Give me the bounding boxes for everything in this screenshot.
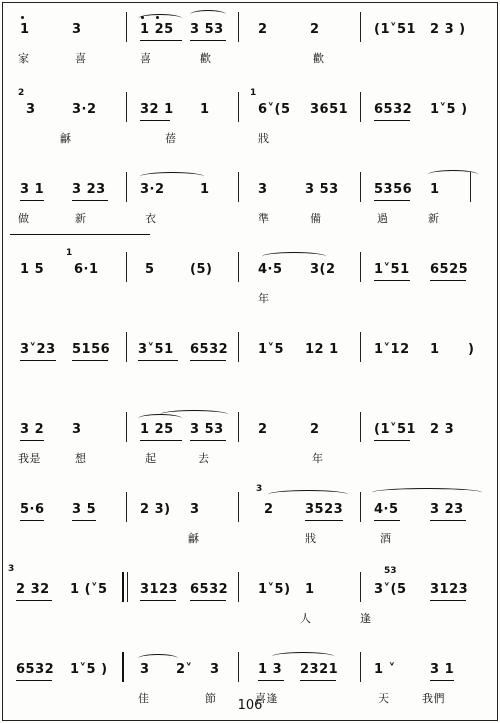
note: 2 — [258, 22, 268, 37]
bar-line — [126, 92, 127, 122]
slur — [140, 172, 204, 181]
lyric: 喜逢 — [255, 692, 278, 705]
bar-line — [360, 12, 361, 42]
bar-line — [238, 572, 239, 602]
underline — [374, 120, 410, 121]
slur — [138, 14, 182, 23]
note: 2 — [310, 422, 320, 437]
underline — [190, 360, 226, 361]
note: 1˅51 — [374, 262, 410, 277]
bar-line — [238, 412, 239, 442]
note: (5) — [190, 262, 213, 277]
bar-line — [238, 252, 239, 282]
lyric: 蓓 — [165, 132, 177, 145]
note: 6532 — [16, 662, 55, 677]
bar-line — [238, 92, 239, 122]
bar-line — [360, 172, 361, 202]
note: 1 — [200, 182, 210, 197]
bar-line — [360, 412, 361, 442]
note: 3 53 — [190, 422, 224, 437]
lyric: 人 — [300, 612, 312, 625]
note: 12 1 — [305, 342, 339, 357]
underline — [430, 280, 466, 281]
score-row — [0, 160, 500, 240]
score-row — [0, 480, 500, 560]
score-row — [0, 320, 500, 400]
note: 3(2 — [310, 262, 336, 277]
note: 5 — [145, 262, 155, 277]
score-row — [0, 240, 500, 320]
score-row — [0, 0, 500, 80]
note: 3˅(5 — [374, 582, 407, 597]
note: 3 53 — [305, 182, 339, 197]
underline — [16, 600, 52, 601]
note: 1˅5 ) — [430, 102, 468, 117]
bar-line — [126, 492, 127, 522]
lyric: 天 — [378, 692, 390, 705]
note: 2321 — [300, 662, 339, 677]
note: 6532 — [190, 582, 229, 597]
note: 3 — [210, 662, 220, 677]
lyric: 佳 — [138, 692, 150, 705]
note: 2 — [264, 502, 274, 517]
bar-line — [127, 572, 128, 602]
underline — [72, 200, 108, 201]
underline — [190, 440, 226, 441]
bar-line — [360, 492, 361, 522]
underline — [430, 680, 454, 681]
underline — [140, 40, 182, 41]
note: 3 1 — [20, 182, 45, 197]
lyric: 戕 — [305, 532, 317, 545]
bar-line — [360, 252, 361, 282]
bar-line — [238, 492, 239, 522]
note: 3 — [258, 182, 268, 197]
note: 3 1 — [430, 662, 455, 677]
underline — [374, 200, 410, 201]
underline — [190, 40, 226, 41]
bar-line — [126, 332, 127, 362]
note: 2 32 — [16, 582, 50, 597]
slur — [272, 652, 334, 661]
note: 3 23 — [72, 182, 106, 197]
lyric: 年 — [312, 452, 324, 465]
note: 4·5 — [374, 502, 399, 517]
note: 3 2 — [20, 422, 45, 437]
bar-line — [126, 172, 127, 202]
tie-line — [10, 234, 150, 235]
slur — [190, 10, 226, 19]
slur — [262, 252, 326, 261]
underline — [374, 280, 410, 281]
note: 32 1 — [140, 102, 174, 117]
note: 4·5 — [258, 262, 283, 277]
lyric: 新 — [428, 212, 440, 225]
lyric: 新 — [75, 212, 87, 225]
note: 1 — [20, 22, 30, 37]
lyric: 喜 — [140, 52, 152, 65]
underline — [258, 680, 284, 681]
lyric: 做 — [18, 212, 30, 225]
underline — [374, 440, 410, 441]
score-row — [0, 560, 500, 640]
lyric: 歡 — [200, 52, 212, 65]
underline — [430, 520, 466, 521]
note: 2 3) — [140, 502, 171, 517]
note: 3 5 — [72, 502, 97, 517]
grace-note: 2 — [18, 88, 25, 98]
grace-note: 3 — [8, 564, 15, 574]
octave-dot — [141, 16, 144, 19]
note: 5356 — [374, 182, 413, 197]
note: 2˅ — [176, 662, 193, 677]
note: ) — [468, 342, 475, 357]
bar-line — [360, 332, 361, 362]
underline — [140, 440, 182, 441]
underline — [430, 600, 466, 601]
note: 1 — [430, 182, 440, 197]
bar-line — [122, 652, 124, 682]
note: 1 25 — [140, 22, 174, 37]
bar-line — [126, 12, 127, 42]
lyric: 備 — [310, 212, 322, 225]
underline — [72, 520, 96, 521]
note: 3 — [72, 422, 82, 437]
note: 3 53 — [190, 22, 224, 37]
underline — [72, 360, 108, 361]
underline — [140, 600, 176, 601]
note: 1 25 — [140, 422, 174, 437]
note: 2 — [258, 422, 268, 437]
note: 3·2 — [72, 102, 97, 117]
bar-line — [360, 652, 361, 682]
grace-note: 3 — [256, 484, 263, 494]
bar-line — [126, 412, 127, 442]
lyric: 逢 — [360, 612, 372, 625]
note: 3523 — [305, 502, 344, 517]
note: (1˅51 — [374, 22, 417, 37]
underline — [20, 360, 56, 361]
bar-line — [360, 572, 361, 602]
lyric: 喜 — [75, 52, 87, 65]
grace-note: 53 — [384, 566, 397, 576]
slur — [428, 170, 478, 179]
grace-note: 1 — [66, 248, 73, 258]
note: 5·6 — [20, 502, 45, 517]
note: 1 5 — [20, 262, 45, 277]
bar-line — [238, 172, 239, 202]
page-number: 106 — [237, 698, 263, 713]
note: 6·1 — [74, 262, 99, 277]
lyric: 衣 — [145, 212, 157, 225]
octave-dot — [21, 16, 24, 19]
underline — [20, 200, 44, 201]
lyric: 家 — [18, 52, 30, 65]
note: 1 ˅ — [374, 662, 396, 677]
score-row — [0, 400, 500, 480]
underline — [20, 440, 44, 441]
bar-line — [126, 252, 127, 282]
lyric: 龢 — [60, 132, 72, 145]
bar-line — [360, 92, 361, 122]
note: (1˅51 — [374, 422, 417, 437]
bar-line — [238, 12, 239, 42]
note: 3123 — [140, 582, 179, 597]
lyric: 想 — [75, 452, 87, 465]
note: 3˅23 — [20, 342, 56, 357]
underline — [190, 600, 226, 601]
underline — [20, 520, 44, 521]
note: 2 3 — [430, 422, 455, 437]
note: 5156 — [72, 342, 111, 357]
note: 3 — [190, 502, 200, 517]
octave-dot — [156, 16, 159, 19]
note: 6˅(5 — [258, 102, 291, 117]
note: 1 3 — [258, 662, 283, 677]
slur — [160, 410, 228, 419]
note: 1 — [430, 342, 440, 357]
lyric: 過 — [377, 212, 389, 225]
lyric: 去 — [198, 452, 210, 465]
score-row — [0, 80, 500, 160]
underline — [138, 360, 178, 361]
note: 1 — [200, 102, 210, 117]
underline — [16, 680, 52, 681]
lyric: 我們 — [422, 692, 445, 705]
note: 1˅5) — [258, 582, 291, 597]
slur — [268, 490, 348, 499]
note: 2 3 ) — [430, 22, 466, 37]
underline — [305, 520, 343, 521]
note: 3·2 — [140, 182, 165, 197]
lyric: 準 — [258, 212, 270, 225]
note: 3 23 — [430, 502, 464, 517]
lyric: 節 — [205, 692, 217, 705]
lyric: 酒 — [380, 532, 392, 545]
underline — [374, 520, 400, 521]
lyric: 龢 — [188, 532, 200, 545]
lyric: 我是 — [18, 452, 41, 465]
note: 3651 — [310, 102, 349, 117]
note: 1 — [305, 582, 315, 597]
note: 1˅5 — [258, 342, 285, 357]
underline — [300, 680, 336, 681]
note: 2 — [310, 22, 320, 37]
underline — [140, 120, 170, 121]
grace-note: 1 — [250, 88, 257, 98]
slur — [138, 654, 178, 663]
note: 6525 — [430, 262, 469, 277]
note: 1˅12 — [374, 342, 410, 357]
note: 1˅5 ) — [70, 662, 108, 677]
slur — [372, 488, 482, 497]
note: 6532 — [190, 342, 229, 357]
lyric: 歡 — [313, 52, 325, 65]
bar-line — [238, 652, 239, 682]
bar-line — [238, 332, 239, 362]
note: 3 — [72, 22, 82, 37]
note: 3123 — [430, 582, 469, 597]
note: 1 (˅5 — [70, 582, 108, 597]
lyric: 年 — [258, 292, 270, 305]
bar-line — [122, 572, 124, 602]
lyric: 起 — [145, 452, 157, 465]
lyric: 戕 — [258, 132, 270, 145]
note: 3 — [140, 662, 150, 677]
note: 3 — [26, 102, 36, 117]
note: 3˅51 — [138, 342, 174, 357]
note: 6532 — [374, 102, 413, 117]
